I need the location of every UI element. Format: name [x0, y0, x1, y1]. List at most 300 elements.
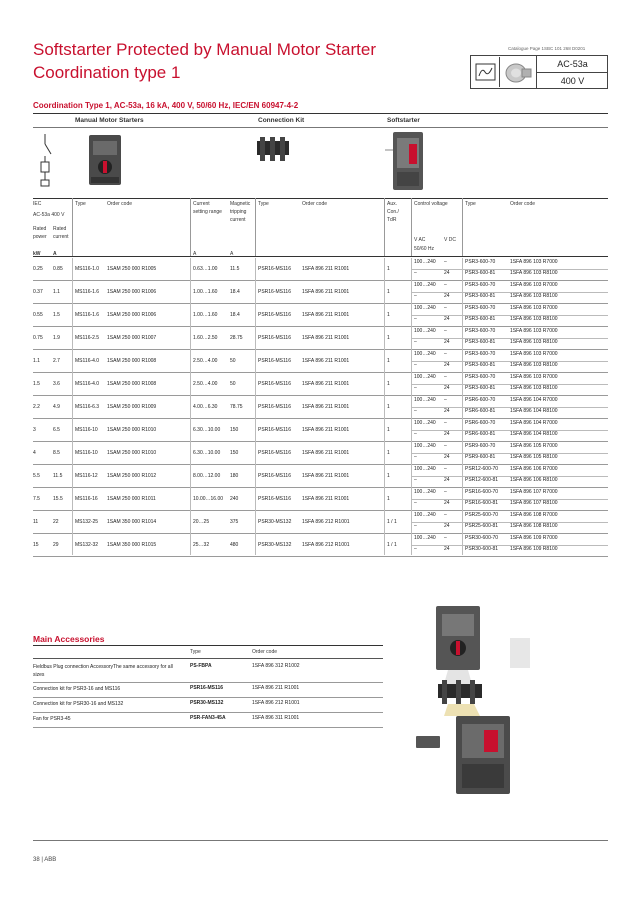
row-softstarter-order: 1SFA 896 103 R8100 — [510, 339, 558, 345]
row-softstarter-type: PSR6-600-70 — [465, 397, 496, 403]
row-kit-type: PSR30-MS132 — [258, 542, 292, 548]
row-voltage-ac: – — [414, 477, 417, 483]
row-softstarter-order: 1SFA 896 104 R7000 — [510, 397, 558, 403]
divider — [384, 258, 385, 555]
row-divider — [33, 418, 608, 419]
divider — [33, 113, 608, 114]
row-voltage-dc: – — [444, 374, 447, 380]
row-divider — [33, 441, 608, 442]
col-vac: V AC — [414, 237, 426, 243]
row-mms-order: 1SAM 250 000 R1012 — [107, 473, 157, 479]
divider — [190, 258, 191, 555]
row-voltage-dc: – — [444, 512, 447, 518]
row-softstarter-type: PSR9-600-70 — [465, 443, 496, 449]
row-softstarter-type: PSR3-600-81 — [465, 362, 496, 368]
divider — [411, 476, 608, 477]
row-current: 1.1 — [53, 289, 60, 295]
row-kit-type: PSR16-MS116 — [258, 427, 291, 433]
row-voltage-ac: – — [414, 546, 417, 552]
divider — [411, 198, 412, 256]
row-softstarter-order: 1SFA 896 103 R8100 — [510, 270, 558, 276]
row-kit-order: 1SFA 896 212 R1001 — [302, 542, 350, 548]
page-subtitle: Coordination type 1 — [33, 63, 181, 82]
row-softstarter-type: PSR3-600-70 — [465, 374, 496, 380]
row-power: 0.37 — [33, 289, 43, 295]
divider — [411, 407, 608, 408]
row-kit-order: 1SFA 896 211 R1001 — [302, 312, 350, 318]
row-divider — [33, 712, 383, 713]
row-magnetic-current: 240 — [230, 496, 239, 502]
row-softstarter-order: 1SFA 896 106 R7000 — [510, 466, 558, 472]
col-soft-order: Order code — [510, 201, 536, 207]
row-softstarter-order: 1SFA 896 103 R7000 — [510, 374, 558, 380]
rated-voltage: 400 V — [536, 73, 608, 89]
row-setting-range: 6.30…10.00 — [193, 427, 221, 433]
row-divider — [33, 697, 383, 698]
row-voltage-dc: – — [444, 328, 447, 334]
row-setting-range: 0.63…1.00 — [193, 266, 218, 272]
col-rated-current: Rated current — [53, 226, 69, 240]
row-softstarter-order: 1SFA 896 106 R8100 — [510, 477, 558, 483]
row-mms-type: MS116-1.6 — [75, 312, 100, 318]
row-aux-contacts: 1 — [387, 312, 390, 318]
accessory-order-code: 1SFA 896 312 R1002 — [252, 663, 300, 669]
divider — [411, 269, 608, 270]
row-setting-range: 2.50…4.00 — [193, 381, 218, 387]
row-mms-type: MS116-12 — [75, 473, 98, 479]
row-aux-contacts: 1 — [387, 427, 390, 433]
row-kit-order: 1SFA 896 211 R1001 — [302, 335, 350, 341]
divider — [33, 198, 608, 199]
row-softstarter-type: PSR3-600-70 — [465, 351, 496, 357]
row-aux-contacts: 1 — [387, 496, 390, 502]
row-magnetic-current: 28.75 — [230, 335, 243, 341]
row-softstarter-type: PSR3-600-81 — [465, 270, 496, 276]
row-mms-order: 1SAM 250 000 R1011 — [107, 496, 156, 502]
col-unit-kw: kW — [33, 251, 41, 257]
row-voltage-dc: 24 — [444, 454, 450, 460]
row-voltage-ac: 100…240 — [414, 351, 436, 357]
utilization-category: AC-53a — [536, 56, 608, 73]
row-setting-range: 2.50…4.00 — [193, 358, 218, 364]
row-voltage-ac: 100…240 — [414, 535, 436, 541]
row-voltage-dc: 24 — [444, 500, 450, 506]
row-voltage-ac: – — [414, 431, 417, 437]
row-aux-contacts: 1 — [387, 381, 390, 387]
row-divider — [33, 303, 608, 304]
catalogue-reference: Catalogue Page 1SBC 101 268 D0201 — [508, 46, 586, 51]
row-mms-type: MS116-6.3 — [75, 404, 100, 410]
row-kit-type: PSR16-MS116 — [258, 404, 291, 410]
row-softstarter-order: 1SFA 896 103 R7000 — [510, 305, 558, 311]
row-voltage-dc: – — [444, 282, 447, 288]
divider — [33, 256, 608, 257]
row-power: 1.1 — [33, 358, 40, 364]
row-voltage-ac: – — [414, 500, 417, 506]
row-kit-order: 1SFA 896 211 R1001 — [302, 427, 350, 433]
row-aux-contacts: 1 — [387, 266, 390, 272]
row-voltage-ac: – — [414, 339, 417, 345]
row-kit-order: 1SFA 896 211 R1001 — [302, 266, 350, 272]
col-unit-a: A — [53, 251, 57, 257]
row-voltage-ac: 100…240 — [414, 466, 436, 472]
row-softstarter-order: 1SFA 896 105 R8100 — [510, 454, 558, 460]
row-power: 1.5 — [33, 381, 40, 387]
divider — [411, 384, 608, 385]
row-current: 0.85 — [53, 266, 63, 272]
row-kit-order: 1SFA 896 211 R1001 — [302, 404, 350, 410]
connection-kit-picture — [255, 135, 291, 163]
row-softstarter-order: 1SFA 896 108 R8100 — [510, 523, 558, 529]
accessory-description: Fieldbus Plug connection AccessoryThe same accessory for all sizes — [33, 664, 173, 678]
row-mms-order: 1SAM 250 000 R1007 — [107, 335, 157, 341]
row-aux-contacts: 1 / 1 — [387, 542, 397, 548]
row-voltage-ac: – — [414, 454, 417, 460]
row-power: 15 — [33, 542, 39, 548]
row-aux-contacts: 1 — [387, 335, 390, 341]
divider — [411, 315, 608, 316]
row-softstarter-order: 1SFA 896 103 R8100 — [510, 316, 558, 322]
row-voltage-dc: 24 — [444, 270, 450, 276]
row-current: 22 — [53, 519, 59, 525]
row-voltage-ac: – — [414, 293, 417, 299]
row-voltage-dc: – — [444, 420, 447, 426]
col-unit-magnetic: A — [230, 251, 234, 257]
page-title: Softstarter Protected by Manual Motor Starter — [33, 40, 376, 59]
row-softstarter-type: PSR3-600-81 — [465, 339, 496, 345]
row-magnetic-current: 375 — [230, 519, 239, 525]
row-voltage-ac: – — [414, 362, 417, 368]
divider — [411, 361, 608, 362]
row-softstarter-type: PSR3-600-81 — [465, 293, 496, 299]
row-kit-type: PSR16-MS116 — [258, 312, 291, 318]
row-kit-order: 1SFA 896 211 R1001 — [302, 473, 350, 479]
row-power: 0.55 — [33, 312, 43, 318]
divider — [411, 430, 608, 431]
row-kit-type: PSR16-MS116 — [258, 266, 291, 272]
motor-picture — [502, 58, 534, 86]
row-aux-contacts: 1 — [387, 450, 390, 456]
row-softstarter-type: PSR6-600-81 — [465, 431, 496, 437]
row-voltage-dc: – — [444, 305, 447, 311]
accessory-description: Fan for PSR3-45 — [33, 716, 71, 722]
row-power: 5.5 — [33, 473, 40, 479]
row-softstarter-type: PSR3-600-81 — [465, 385, 496, 391]
col-ac53: AC-53a 400 V — [33, 212, 65, 218]
divider — [255, 198, 256, 256]
accessory-order-code: 1SFA 896 212 R1001 — [252, 700, 300, 706]
row-magnetic-current: 150 — [230, 427, 239, 433]
softstarter-picture — [383, 130, 435, 192]
col-kit-type: Type — [258, 201, 269, 207]
row-mms-order: 1SAM 250 000 R1010 — [107, 450, 157, 456]
row-voltage-ac: 100…240 — [414, 305, 436, 311]
row-voltage-dc: 24 — [444, 362, 450, 368]
row-kit-type: PSR16-MS116 — [258, 473, 291, 479]
row-voltage-dc: 24 — [444, 293, 450, 299]
row-voltage-ac: – — [414, 408, 417, 414]
accessory-description: Connection kit for PSR3-16 and MS116 — [33, 686, 121, 692]
accessories-assembly-picture — [398, 598, 548, 798]
row-current: 11.5 — [53, 473, 63, 479]
row-voltage-ac: 100…240 — [414, 443, 436, 449]
row-softstarter-type: PSR3-600-70 — [465, 305, 496, 311]
row-current: 8.5 — [53, 450, 60, 456]
row-current: 4.9 — [53, 404, 60, 410]
accessory-type: PSR-FAN3-45A — [190, 715, 226, 721]
col-aux: Aux. Con./ TdR — [387, 201, 399, 223]
row-current: 29 — [53, 542, 59, 548]
row-softstarter-order: 1SFA 896 103 R7000 — [510, 328, 558, 334]
row-voltage-ac: – — [414, 316, 417, 322]
row-voltage-dc: 24 — [444, 431, 450, 437]
row-mms-order: 1SAM 250 000 R1006 — [107, 312, 157, 318]
row-divider — [33, 464, 608, 465]
col-magnetic-tripping: Magnetic tripping current — [230, 201, 251, 223]
row-magnetic-current: 50 — [230, 381, 236, 387]
divider — [33, 645, 383, 646]
col-control-voltage: Control voltage — [414, 201, 448, 207]
row-voltage-dc: 24 — [444, 316, 450, 322]
row-voltage-ac: 100…240 — [414, 420, 436, 426]
row-voltage-ac: – — [414, 270, 417, 276]
row-kit-order: 1SFA 896 211 R1001 — [302, 381, 350, 387]
divider — [411, 338, 608, 339]
row-mms-type: MS116-2.5 — [75, 335, 100, 341]
col-rated-power: Rated power — [33, 226, 47, 240]
row-power: 0.75 — [33, 335, 43, 341]
row-mms-order: 1SAM 250 000 R1006 — [107, 289, 157, 295]
divider — [72, 258, 73, 555]
row-mms-order: 1SAM 350 000 R1015 — [107, 542, 157, 548]
row-aux-contacts: 1 / 1 — [387, 519, 397, 525]
row-magnetic-current: 18.4 — [230, 289, 240, 295]
row-kit-type: PSR16-MS116 — [258, 496, 291, 502]
row-softstarter-order: 1SFA 896 103 R8100 — [510, 293, 558, 299]
divider — [411, 499, 608, 500]
accessory-order-code: 1SFA 896 311 R1001 — [252, 715, 300, 721]
row-mms-type: MS116-10 — [75, 450, 98, 456]
row-voltage-dc: 24 — [444, 523, 450, 529]
row-softstarter-type: PSR6-600-81 — [465, 408, 496, 414]
divider — [411, 453, 608, 454]
row-mms-type: MS116-1.6 — [75, 289, 100, 295]
row-voltage-dc: – — [444, 535, 447, 541]
row-softstarter-order: 1SFA 896 104 R8100 — [510, 431, 558, 437]
row-magnetic-current: 18.4 — [230, 312, 240, 318]
row-softstarter-type: PSR12-600-70 — [465, 466, 499, 472]
row-voltage-dc: – — [444, 443, 447, 449]
col-kit-order: Order code — [302, 201, 328, 207]
reference-box — [470, 55, 608, 89]
row-magnetic-current: 480 — [230, 542, 239, 548]
row-voltage-ac: 100…240 — [414, 374, 436, 380]
row-power: 11 — [33, 519, 39, 525]
row-kit-type: PSR16-MS116 — [258, 450, 291, 456]
row-voltage-ac: 100…240 — [414, 489, 436, 495]
row-mms-type: MS132-32 — [75, 542, 99, 548]
row-setting-range: 1.00…1.60 — [193, 312, 218, 318]
row-power: 3 — [33, 427, 36, 433]
row-mms-order: 1SAM 350 000 R1014 — [107, 519, 157, 525]
row-setting-range: 8.00…12.00 — [193, 473, 221, 479]
acc-col-order: Order code — [252, 649, 278, 655]
row-setting-range: 1.60…2.50 — [193, 335, 218, 341]
row-kit-type: PSR30-MS132 — [258, 519, 292, 525]
divider — [384, 198, 385, 256]
row-kit-type: PSR16-MS116 — [258, 335, 291, 341]
row-voltage-dc: 24 — [444, 339, 450, 345]
accessory-description: Connection kit for PSR30-16 and MS132 — [33, 701, 124, 707]
row-softstarter-type: PSR16-600-81 — [465, 500, 499, 506]
row-current: 15.5 — [53, 496, 63, 502]
row-voltage-dc: 24 — [444, 385, 450, 391]
row-kit-type: PSR16-MS116 — [258, 381, 291, 387]
divider — [33, 658, 383, 659]
row-voltage-dc: 24 — [444, 408, 450, 414]
footer-divider — [33, 840, 608, 841]
divider — [255, 258, 256, 555]
row-softstarter-order: 1SFA 896 104 R8100 — [510, 408, 558, 414]
row-mms-order: 1SAM 250 000 R1008 — [107, 381, 157, 387]
row-softstarter-order: 1SFA 896 103 R7000 — [510, 282, 558, 288]
divider — [462, 258, 463, 555]
divider — [462, 198, 463, 256]
row-kit-order: 1SFA 896 211 R1001 — [302, 289, 350, 295]
row-softstarter-type: PSR6-600-70 — [465, 420, 496, 426]
group-header-mms: Manual Motor Starters — [75, 117, 144, 124]
row-divider — [33, 533, 608, 534]
col-soft-type: Type — [465, 201, 476, 207]
col-current-setting: Current setting range — [193, 201, 222, 215]
row-softstarter-order: 1SFA 896 107 R8100 — [510, 500, 558, 506]
row-softstarter-order: 1SFA 896 105 R7000 — [510, 443, 558, 449]
row-power: 2.2 — [33, 404, 40, 410]
row-softstarter-type: PSR16-600-70 — [465, 489, 499, 495]
section-title: Coordination Type 1, AC-53a, 16 kA, 400 V, 50/60 Hz, IEC/EN 60947-4-2 — [33, 101, 299, 110]
row-softstarter-order: 1SFA 896 109 R8100 — [510, 546, 558, 552]
accessory-order-code: 1SFA 896 211 R1001 — [252, 685, 300, 691]
row-mms-order: 1SAM 250 000 R1008 — [107, 358, 157, 364]
row-divider — [33, 556, 608, 557]
col-vac-freq: 50/60 Hz — [414, 246, 435, 252]
row-voltage-dc: – — [444, 466, 447, 472]
row-softstarter-order: 1SFA 896 107 R7000 — [510, 489, 558, 495]
row-magnetic-current: 78.75 — [230, 404, 243, 410]
row-softstarter-type: PSR30-600-81 — [465, 546, 499, 552]
row-power: 0.25 — [33, 266, 43, 272]
row-divider — [33, 326, 608, 327]
acc-col-type: Type — [190, 649, 201, 655]
row-mms-type: MS116-16 — [75, 496, 98, 502]
accessory-type: PSR30-MS132 — [190, 700, 224, 706]
row-power: 7.5 — [33, 496, 40, 502]
row-setting-range: 1.00…1.60 — [193, 289, 218, 295]
row-kit-order: 1SFA 896 211 R1001 — [302, 496, 350, 502]
divider — [190, 198, 191, 256]
row-softstarter-type: PSR9-600-81 — [465, 454, 496, 460]
row-softstarter-type: PSR25-600-70 — [465, 512, 499, 518]
page-footer: 38 | ABB — [33, 857, 57, 863]
row-setting-range: 6.30…10.00 — [193, 450, 221, 456]
row-aux-contacts: 1 — [387, 289, 390, 295]
row-setting-range: 4.00…6.30 — [193, 404, 218, 410]
row-voltage-ac: – — [414, 385, 417, 391]
row-mms-order: 1SAM 250 000 R1009 — [107, 404, 157, 410]
row-aux-contacts: 1 — [387, 358, 390, 364]
row-kit-type: PSR16-MS116 — [258, 289, 291, 295]
row-divider — [33, 349, 608, 350]
row-voltage-dc: – — [444, 489, 447, 495]
row-voltage-ac: – — [414, 523, 417, 529]
row-magnetic-current: 50 — [230, 358, 236, 364]
row-divider — [33, 372, 608, 373]
row-divider — [33, 510, 608, 511]
row-kit-type: PSR16-MS116 — [258, 358, 291, 364]
row-softstarter-order: 1SFA 896 103 R7000 — [510, 259, 558, 265]
row-softstarter-type: PSR3-600-70 — [465, 328, 496, 334]
row-voltage-dc: – — [444, 397, 447, 403]
row-kit-order: 1SFA 896 211 R1001 — [302, 358, 350, 364]
row-magnetic-current: 11.5 — [230, 266, 240, 272]
row-voltage-dc: – — [444, 259, 447, 265]
col-type: Type — [75, 201, 86, 207]
row-kit-order: 1SFA 896 212 R1001 — [302, 519, 350, 525]
row-mms-order: 1SAM 250 000 R1010 — [107, 427, 157, 433]
row-mms-type: MS116-4.0 — [75, 358, 100, 364]
row-softstarter-type: PSR3-600-81 — [465, 316, 496, 322]
row-aux-contacts: 1 — [387, 473, 390, 479]
row-softstarter-order: 1SFA 896 103 R8100 — [510, 362, 558, 368]
row-softstarter-order: 1SFA 896 108 R7000 — [510, 512, 558, 518]
col-vdc: V DC — [444, 237, 456, 243]
row-setting-range: 25…32 — [193, 542, 210, 548]
row-mms-type: MS116-1.0 — [75, 266, 100, 272]
col-iec: IEC — [33, 201, 42, 207]
divider — [411, 292, 608, 293]
row-divider — [33, 487, 608, 488]
accessory-type: PS-FBPA — [190, 663, 212, 669]
row-voltage-ac: 100…240 — [414, 512, 436, 518]
row-softstarter-order: 1SFA 896 109 R7000 — [510, 535, 558, 541]
col-unit-setting: A — [193, 251, 197, 257]
row-mms-type: MS116-4.0 — [75, 381, 100, 387]
row-softstarter-type: PSR25-600-81 — [465, 523, 499, 529]
divider — [33, 127, 608, 128]
row-power: 4 — [33, 450, 36, 456]
row-voltage-ac: 100…240 — [414, 259, 436, 265]
circuit-symbol-icon — [33, 130, 58, 190]
row-softstarter-order: 1SFA 896 103 R8100 — [510, 385, 558, 391]
row-mms-order: 1SAM 250 000 R1005 — [107, 266, 157, 272]
row-setting-range: 20…25 — [193, 519, 210, 525]
row-divider — [33, 727, 383, 728]
accessory-type: PSR16-MS116 — [190, 685, 224, 691]
row-current: 3.6 — [53, 381, 60, 387]
row-divider — [33, 280, 608, 281]
row-voltage-dc: 24 — [444, 477, 450, 483]
row-softstarter-type: PSR30-600-70 — [465, 535, 499, 541]
row-aux-contacts: 1 — [387, 404, 390, 410]
row-kit-order: 1SFA 896 211 R1001 — [302, 450, 350, 456]
group-header-kit: Connection Kit — [258, 117, 305, 124]
row-mms-type: MS116-10 — [75, 427, 98, 433]
row-magnetic-current: 180 — [230, 473, 239, 479]
row-current: 1.5 — [53, 312, 60, 318]
row-mms-type: MS132-25 — [75, 519, 99, 525]
row-magnetic-current: 150 — [230, 450, 239, 456]
row-softstarter-order: 1SFA 896 104 R7000 — [510, 420, 558, 426]
